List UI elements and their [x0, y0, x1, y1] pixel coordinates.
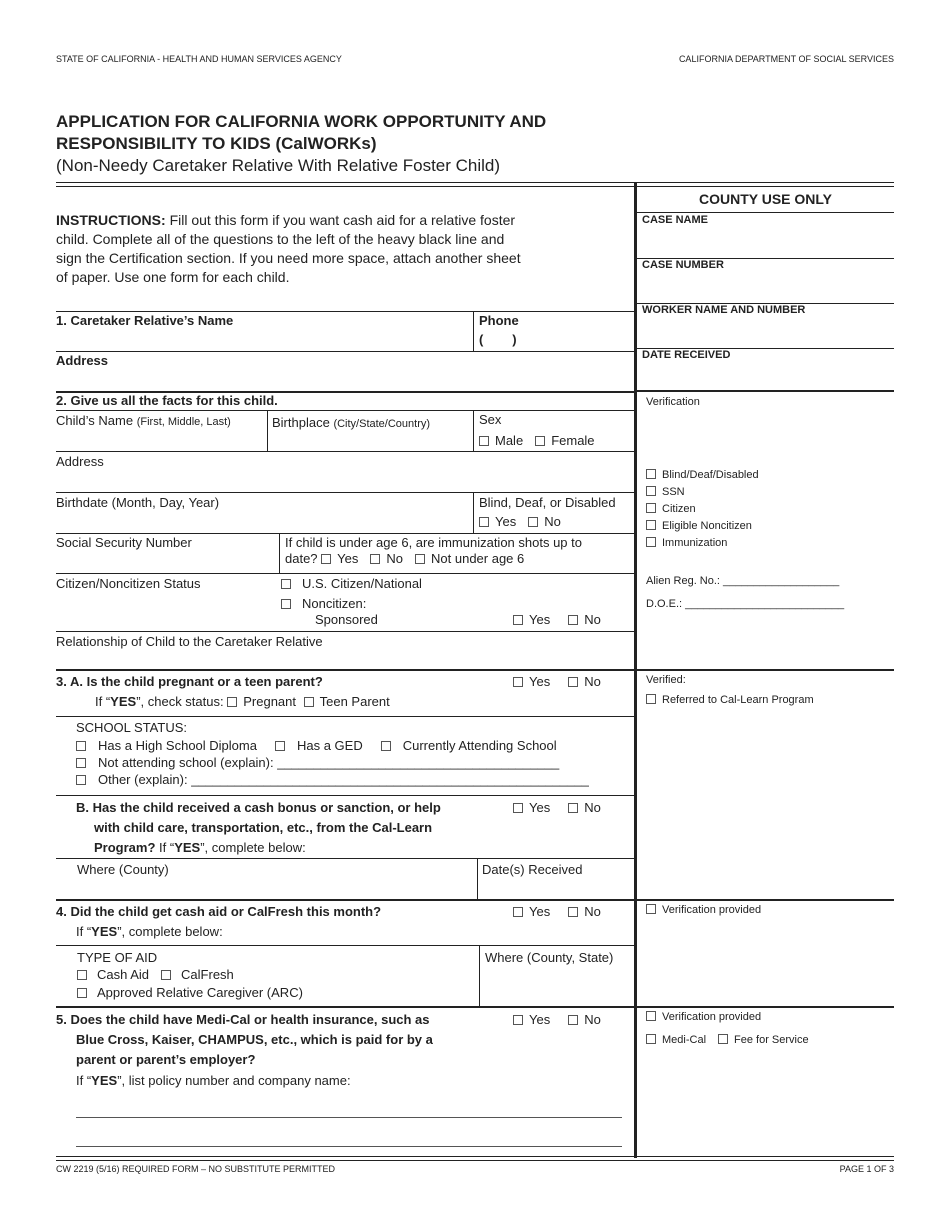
verification-provided-4[interactable]: Verification provided [646, 904, 761, 916]
checkbox-icon[interactable] [370, 554, 380, 564]
section3a-question: 3. A. Is the child pregnant or a teen parent? [56, 674, 323, 689]
checkbox-icon[interactable] [76, 758, 86, 768]
verify-immunization[interactable]: Immunization [646, 537, 727, 549]
checkbox-icon[interactable] [76, 775, 86, 785]
dates-received-label: Date(s) Received [482, 862, 583, 877]
checkbox-icon[interactable] [381, 741, 391, 751]
sex-options[interactable]: Male Female [479, 433, 595, 448]
medi-cal-check[interactable]: Medi-Cal Fee for Service [646, 1034, 809, 1046]
status-options[interactable]: If “YES”, check status: Pregnant Teen Parent [95, 694, 390, 709]
form-subtitle: (Non-Needy Caretaker Relative With Relative Foster Child) [56, 156, 501, 175]
checkbox-icon[interactable] [77, 970, 87, 980]
case-number-label: CASE NUMBER [642, 259, 724, 271]
checkbox-icon[interactable] [568, 907, 578, 917]
checkbox-icon[interactable] [161, 970, 171, 980]
checkbox-icon[interactable] [646, 1011, 656, 1021]
checkbox-icon[interactable] [513, 1015, 523, 1025]
verify-noncitizen[interactable]: Eligible Noncitizen [646, 520, 752, 532]
checkbox-icon[interactable] [646, 694, 656, 704]
school-options[interactable]: Has a High School Diploma Has a GED Currently Attending School [76, 738, 557, 753]
citizen-status-label: Citizen/Noncitizen Status [56, 576, 201, 591]
verification-provided-5[interactable]: Verification provided [646, 1011, 761, 1023]
sponsored-options[interactable]: Yes No [513, 612, 601, 627]
caretaker-name-label: 1. Caretaker Relative’s Name [56, 313, 234, 328]
checkbox-icon[interactable] [415, 554, 425, 564]
checkbox-icon[interactable] [568, 615, 578, 625]
checkbox-icon[interactable] [77, 988, 87, 998]
child-address-label: Address [56, 454, 104, 469]
relationship-label: Relationship of Child to the Caretaker Relative [56, 634, 323, 649]
county-use-title: COUNTY USE ONLY [698, 191, 833, 207]
section4-if-yes: If “YES”, complete below: [76, 924, 223, 939]
type-of-aid-label: TYPE OF AID [77, 950, 158, 965]
birthplace-label: Birthplace (City/State/Country) [272, 415, 431, 430]
section3b-line3: Program? If “YES”, complete below: [94, 840, 306, 855]
checkbox-icon[interactable] [513, 803, 523, 813]
checkbox-icon[interactable] [281, 579, 291, 589]
checkbox-icon[interactable] [535, 436, 545, 446]
form-title-line2: RESPONSIBILITY TO KIDS (CalWORKs) [56, 134, 377, 153]
sex-label: Sex [479, 412, 502, 427]
checkbox-icon[interactable] [646, 520, 656, 530]
section4-options[interactable]: Yes No [513, 904, 601, 919]
instructions-line3: sign the Certification section. If you need more space, attach another sheet [56, 250, 521, 266]
instructions-line4: of paper. Use one form for each child. [56, 269, 290, 285]
worker-label: WORKER NAME AND NUMBER [642, 304, 806, 316]
checkbox-icon[interactable] [275, 741, 285, 751]
bdd-options[interactable]: Yes No [479, 514, 561, 529]
where-county-label: Where (County) [77, 862, 169, 877]
checkbox-icon[interactable] [568, 677, 578, 687]
section5-line1: 5. Does the child have Medi-Cal or health insurance, such as [56, 1012, 430, 1027]
not-attending-option[interactable]: Not attending school (explain): _______________________________________ [76, 755, 559, 770]
section4-question: 4. Did the child get cash aid or CalFresh this month? [56, 904, 382, 919]
checkbox-icon[interactable] [513, 677, 523, 687]
checkbox-icon[interactable] [479, 517, 489, 527]
checkbox-icon[interactable] [281, 599, 291, 609]
other-option[interactable]: Other (explain): _______________________________________________________ [76, 772, 589, 787]
birthdate-label: Birthdate (Month, Day, Year) [56, 495, 220, 510]
ssn-label: Social Security Number [56, 535, 192, 550]
verify-bdd[interactable]: Blind/Deaf/Disabled [646, 469, 759, 481]
instructions: INSTRUCTIONS: Fill out this form if you want cash aid for a relative foster [56, 212, 516, 228]
phone-field[interactable]: ( ) [479, 332, 517, 347]
date-received-label: DATE RECEIVED [642, 349, 731, 361]
policy-line-1[interactable] [76, 1117, 622, 1118]
sponsored-label: Sponsored [315, 612, 378, 627]
section3a-options[interactable]: Yes No [513, 674, 601, 689]
us-citizen-option[interactable]: U.S. Citizen/National [281, 576, 422, 591]
agency-header: STATE OF CALIFORNIA - HEALTH AND HUMAN SERVICES AGENCY [56, 54, 342, 64]
section5-line4: If “YES”, list policy number and company name: [76, 1073, 351, 1088]
section5-line3: parent or parent’s employer? [76, 1052, 256, 1067]
bdd-label: Blind, Deaf, or Disabled [479, 495, 616, 510]
checkbox-icon[interactable] [304, 697, 314, 707]
instructions-line2: child. Complete all of the questions to the left of the heavy black line and [56, 231, 505, 247]
cal-learn-referral[interactable]: Referred to Cal-Learn Program [646, 694, 814, 706]
section5-options[interactable]: Yes No [513, 1012, 601, 1027]
form-title-line1: APPLICATION FOR CALIFORNIA WORK OPPORTUNITY AND [56, 112, 547, 131]
checkbox-icon[interactable] [321, 554, 331, 564]
case-name-label: CASE NAME [642, 214, 709, 226]
department-header: CALIFORNIA DEPARTMENT OF SOCIAL SERVICES [678, 54, 894, 64]
phone-label: Phone [479, 313, 519, 328]
checkbox-icon[interactable] [646, 1034, 656, 1044]
policy-line-2[interactable] [76, 1146, 622, 1147]
checkbox-icon[interactable] [718, 1034, 728, 1044]
aid-type-options[interactable]: Cash Aid CalFresh [77, 967, 234, 982]
checkbox-icon[interactable] [227, 697, 237, 707]
verification-label: Verification [646, 396, 700, 408]
checkbox-icon[interactable] [646, 469, 656, 479]
immunization-options[interactable]: date? Yes No Not under age 6 [285, 551, 525, 566]
verified-label: Verified: [646, 674, 686, 686]
checkbox-icon[interactable] [568, 803, 578, 813]
doe-field[interactable]: D.O.E.: __________________________ [646, 598, 845, 610]
checkbox-icon[interactable] [646, 503, 656, 513]
section5-line2: Blue Cross, Kaiser, CHAMPUS, etc., which is paid for by a [76, 1032, 433, 1047]
address-label-1: Address [56, 353, 109, 368]
immunization-question: If child is under age 6, are immunization shots up to [285, 535, 582, 550]
section3b-options[interactable]: Yes No [513, 800, 601, 815]
school-status-label: SCHOOL STATUS: [76, 720, 187, 735]
section2-heading: 2. Give us all the facts for this child. [56, 393, 278, 408]
verify-ssn[interactable]: SSN [646, 486, 685, 498]
where-county-state-label: Where (County, State) [485, 950, 614, 965]
checkbox-icon[interactable] [513, 615, 523, 625]
noncitizen-option[interactable]: Noncitizen: [281, 596, 366, 611]
alien-reg-field[interactable]: Alien Reg. No.: ___________________ [646, 575, 840, 587]
checkbox-icon[interactable] [646, 486, 656, 496]
section3b-line2: with child care, transportation, etc., from the Cal-Learn [94, 820, 433, 835]
checkbox-icon[interactable] [646, 537, 656, 547]
child-name-label: Child’s Name (First, Middle, Last) [56, 413, 231, 428]
checkbox-icon[interactable] [76, 741, 86, 751]
form-number: CW 2219 (5/16) REQUIRED FORM – NO SUBSTITUTE PERMITTED [56, 1164, 336, 1174]
verify-citizen[interactable]: Citizen [646, 503, 696, 515]
section3b-line1: B. Has the child received a cash bonus or sanction, or help [76, 800, 441, 815]
page-number: PAGE 1 OF 3 [839, 1164, 894, 1174]
checkbox-icon[interactable] [568, 1015, 578, 1025]
checkbox-icon[interactable] [479, 436, 489, 446]
checkbox-icon[interactable] [513, 907, 523, 917]
checkbox-icon[interactable] [646, 904, 656, 914]
checkbox-icon[interactable] [528, 517, 538, 527]
arc-option[interactable]: Approved Relative Caregiver (ARC) [77, 985, 303, 1000]
